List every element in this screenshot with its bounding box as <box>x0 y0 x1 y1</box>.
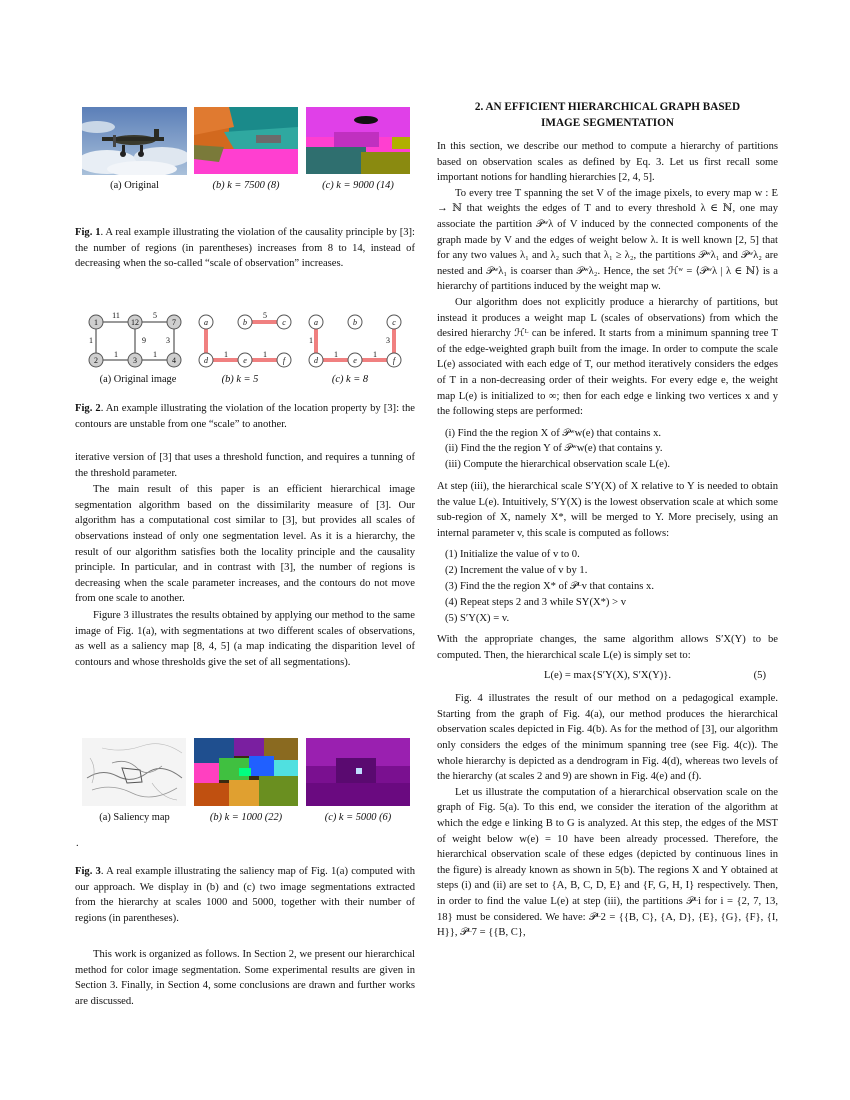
fig2b-weight: 1 <box>263 350 267 359</box>
fig2a-node: 4 <box>172 356 176 365</box>
fig1-subcaption-a: (a) Original <box>110 180 159 191</box>
fig2-subcaption-b: (b) k = 5 <box>221 374 259 385</box>
fig2a-weight: 1 <box>89 336 93 345</box>
step-ii: (ii) Find the the region Y of 𝒫ʷw(e) that contains y. <box>445 443 663 455</box>
fig2b-node: f <box>282 356 286 365</box>
fig2c-weight: 1 <box>373 350 377 359</box>
fig1-caption-label: Fig. 1 <box>75 227 101 238</box>
step-4: (4) Repeat steps 2 and 3 while SY(X*) > v <box>445 596 627 608</box>
fig2c-node: f <box>392 356 396 365</box>
fig2a-weight: 3 <box>166 336 170 345</box>
equation-number: (5) <box>753 669 766 681</box>
fig2a-weight: 5 <box>153 311 157 320</box>
fig3-subcaption-c: (c) k = 5000 (6) <box>324 812 392 823</box>
fig2a-weight: 11 <box>112 311 120 320</box>
fig2a-weight: 9 <box>142 336 146 345</box>
fig2c-weight: 3 <box>386 336 390 345</box>
step-i: (i) Find the the region X of 𝒫ʷw(e) that contains x. <box>445 427 662 439</box>
fig2c-node: c <box>392 318 396 327</box>
intro-paragraph-2: The main result of this paper is an efficient hierarchical image segmentation algorithm based on the dissimilarity measure of [3]. Our algorithm has a computational cost similar to [3], but provides all scales of observations instead of only one segmentation level. As it is a hierarchy, the result of our algorithm satisfies both the locality principle and the causality principle. In particular, and in contrast with [3], the number of regions is decreasing when the scale parameter increases, and the contours do not move from one scale to another. <box>75 484 415 605</box>
fig3-caption-text: . A real example illustrating the saliency map of Fig. 1(a) computed with our approach. We display in (b) and (c) two image segmentations extracted from the hierarchy at scales 1000 and 5000, together with their number of regions (in parentheses). <box>75 866 415 924</box>
fig2b-node: b <box>243 318 247 327</box>
fig2a-node: 3 <box>133 356 137 365</box>
section-paragraph-6: Fig. 4 illustrates the result of our method on a pedagogical example. Starting from the graph of Fig. 4(a), our method produces the hierarchical observation scales depicted in Fig. 4(b). As for the method of [3], our algorithm only considers the edges of the minimum spanning tree (see Fig. 4(c)). The whole hierarchy is depicted as a dendrogram in Fig. 4(d), whereas two levels of the hierarchy (at scales 2 and 9) are shown in Fig. 4(e) and (f). <box>437 693 778 783</box>
fig2c-node: a <box>314 318 318 327</box>
fig3-segmentation-k1000 <box>194 738 298 806</box>
equation-5 <box>437 668 778 684</box>
fig2-graph-c <box>309 315 401 367</box>
fig2c-weight: 1 <box>309 336 313 345</box>
fig2a-node: 1 <box>94 318 98 327</box>
fig2b-weight: 1 <box>224 350 228 359</box>
step-iii: (iii) Compute the hierarchical observation scale L(e). <box>445 459 671 471</box>
intro-paragraph-1: iterative version of [3] that uses a threshold function, and requires a tunning of the threshold parameter. <box>75 452 415 479</box>
fig2c-node: e <box>353 356 357 365</box>
fig2-caption-text: . An example illustrating the violation of the location property by [3]: the contours are unstable from one “scale” to another. <box>75 403 415 430</box>
algorithm-steps-1 <box>437 426 778 473</box>
fig2-caption <box>75 401 415 432</box>
section-heading-line1: 2. AN EFFICIENT HIERARCHICAL GRAPH BASED <box>474 101 741 113</box>
fig3-subcaption-b: (b) k = 1000 (22) <box>209 812 283 823</box>
fig2b-node: c <box>282 318 286 327</box>
fig2-graph-b <box>199 311 291 367</box>
algorithm-steps-2 <box>437 547 778 626</box>
fig2b-node: e <box>243 356 247 365</box>
fig3-subcaption-a: (a) Saliency map <box>99 812 170 823</box>
outline-text <box>75 947 415 1009</box>
section-heading <box>437 100 778 131</box>
section-paragraph-5: With the appropriate changes, the same algorithm allows S′X(Y) to be computed. Then, the hierarchical scale L(e) is simply set to: <box>437 634 778 662</box>
fig3-segmentation-k5000 <box>306 738 410 806</box>
fig2a-node: 12 <box>131 318 139 327</box>
fig2-graphs <box>80 308 420 373</box>
fig1-caption <box>75 225 415 272</box>
fig1-caption-text: . A real example illustrating the violation of the causality principle by [3]: the number of regions (in parentheses) increases from 8 to 14, instead of decreasing when the so-called “scale of observation” increases. <box>75 227 416 270</box>
step-2: (2) Increment the value of v by 1. <box>445 565 588 577</box>
equation-body: L(e) = max{S′Y(X), S′X(Y)}. <box>544 669 671 681</box>
fig2-caption-label: Fig. 2 <box>75 403 101 414</box>
fig1-segmentation-k7500 <box>194 107 298 174</box>
fig1-subcaption-c: (c) k = 9000 (14) <box>322 180 394 191</box>
step-1: (1) Initialize the value of v to 0. <box>445 549 580 561</box>
fig3-caption-label: Fig. 3 <box>75 866 101 877</box>
section-2 <box>437 100 778 941</box>
fig2b-weight: 5 <box>263 311 267 320</box>
fig2c-node: d <box>314 356 318 365</box>
fig3-caption <box>75 864 415 926</box>
fig2-subcaption-a: (a) Original image <box>99 374 177 385</box>
fig2b-node: a <box>204 318 208 327</box>
intro-paragraph-3: Figure 3 illustrates the results obtained by applying our method to the same image of Fig. 1(a), with segmentations at two different scales of observations, as well as a saliency map [8, 4, 5] (a map indicating the disparition level of contours and whose thresholds give the set of all segmentations). <box>75 609 415 668</box>
outline-paragraph: This work is organized as follows. In Section 2, we present our hierarchical method for color image segmentation. Some experimental results are given in Section 3. Finally, in Section 4, some conclusions are drawn and further works are discussed. <box>75 949 415 1007</box>
fig2a-weight: 1 <box>114 350 118 359</box>
fig2c-node: b <box>353 318 357 327</box>
section-paragraph-4: At step (iii), the hierarchical scale S′Y(X) of X relative to Y is needed to obtain the value L(e). Intuitively, S′Y(X) is the lowest observation scale at which some sub-region of X, namely X*, will be merged to Y. More precisely, using an internal parameter v, this scale is computed as follows: <box>437 481 778 539</box>
fig2a-weight: 1 <box>153 350 157 359</box>
fig2a-node: 7 <box>172 318 176 327</box>
fig1-original-image <box>82 107 187 175</box>
fig3-saliency-map <box>82 738 186 806</box>
fig2c-weight: 1 <box>334 350 338 359</box>
step-5: (5) S′Y(X) = v. <box>445 612 510 624</box>
section-paragraph-7: Let us illustrate the computation of a hierarchical observation scale on the graph of Fig. 5(a). To this end, we consider the iteration of the algorithm at which the edge e linking B to G is analyzed. At this step, the edges of the MST of weight below w(e) = 10 have been already processed. Therefore, the hierarchical observation scale of these edges (depicted by continuous lines in the figure) is already known as shown in 5(b). The regions X and Y obtained at steps (i) and (ii) are set to {A, B, C, D, E} and {F, G, H, I} respectively. Then, in order to find the value L(e) at step (iii), the partitions 𝒫ᴸi for i = {2, 7, 13, 18} must be considered. We have: 𝒫ᴸ2 = {{B, C}, {A, D}, {E}, {G}, {F}, {I, H}}, 𝒫ᴸ7 = {{B, C}, <box>437 786 778 939</box>
fig3-stray-dot: . <box>76 838 79 849</box>
intro-text <box>75 450 415 670</box>
section-paragraph-1: In this section, we describe our method to compute a hierarchy of partitions based on observation scales as defined by Eq. 3. Let us first recall some important notions for handling hierarchies [2, 4, 5]. <box>437 141 778 184</box>
step-3: (3) Find the the region X* of 𝒫ᴸv that contains x. <box>445 581 654 593</box>
fig1-segmentation-k9000 <box>306 107 410 174</box>
section-paragraph-3: Our algorithm does not explicitly produce a hierarchy of partitions, but instead it produces a weight map L (scales of observations) from which the desired hierarchy ℋᴸ can be infered. It starts from a minimum spanning tree T of the edge-weighted graph built from the image. In order to compute the scale L(e) associated with each edge of T, our method iteratively considers the edges of T in a non-decreasing order of their weights. For every edge e, the weight map L(e) is initialized to ∞; then for each edge e linking two vertices x and y the following steps are performed: <box>437 296 778 418</box>
section-paragraph-2: To every tree T spanning the set V of the image pixels, to every map w : E → ℕ that weights the edges of T and to every threshold λ ∈ ℕ, one may associate the partition 𝒫ʷλ of V induced by the connected components of the graph made by V and the edges of weight below λ. It is well known [2, 5] that for any two values λ₁ and λ₂ such that λ₁ ≥ λ₂, the partitions 𝒫ʷλ₁ and 𝒫ʷλ₂ are nested and 𝒫ʷλ₁ is coarser than 𝒫ʷλ₂. Hence, the set ℋʷ = ⟨𝒫ʷλ | λ ∈ ℕ⟩ is a hierarchy of partitions induced by the weight map w. <box>437 187 778 293</box>
fig2a-node: 2 <box>94 356 98 365</box>
fig2b-node: d <box>204 356 208 365</box>
section-heading-line2: IMAGE SEGMENTATION <box>541 116 674 129</box>
fig2-subcaption-c: (c) k = 8 <box>331 374 369 385</box>
fig2-graph-a <box>89 311 181 367</box>
fig1-subcaption-b: (b) k = 7500 (8) <box>212 180 280 191</box>
